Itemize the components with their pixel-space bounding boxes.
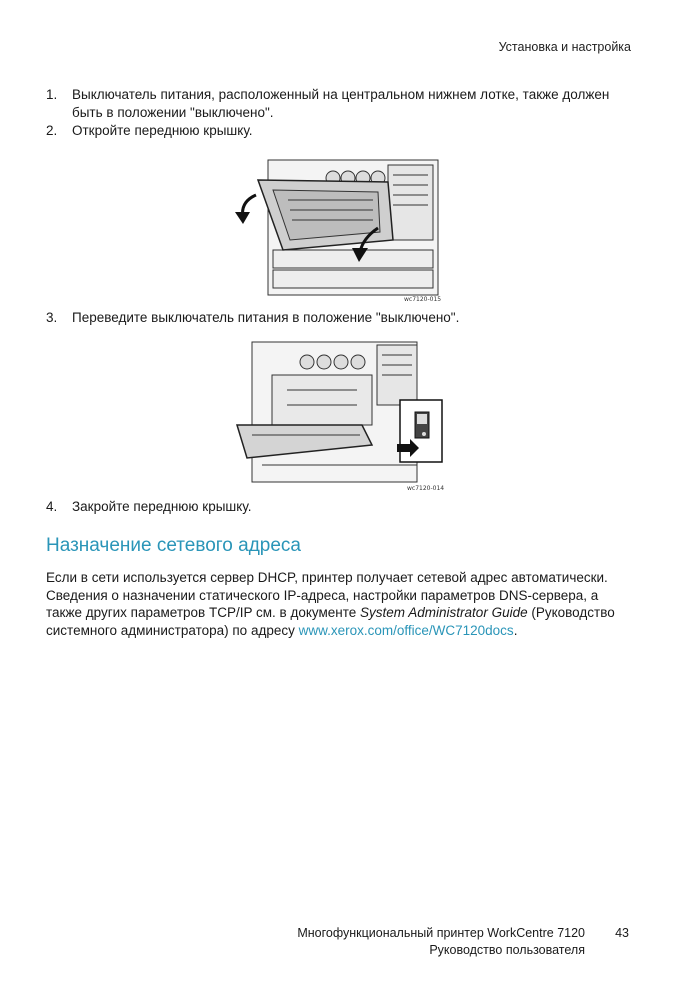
step-2 [46,122,636,140]
step-number: 3. [46,310,58,325]
section-heading: Назначение сетевого адреса [46,535,301,556]
step-number: 2. [46,123,58,138]
step-text: Переведите выключатель питания в положение "выключено". [72,310,460,325]
step-3 [46,309,636,327]
paragraph-text: (Руководство системного администратора) по адресу [46,605,615,638]
footer-product-title: Многофункциональный принтер WorkCentre 7120 [297,926,585,940]
step-4 [46,498,636,516]
figure-caption: wc7120-015 [404,296,442,303]
page-number: 43 [615,926,629,940]
footer-guide-title: Руководство пользователя [429,943,585,957]
step-text: Закройте переднюю крышку. [72,499,252,514]
step-1 [46,86,636,122]
printer-open-cover-illustration [228,150,443,300]
step-text: Откройте переднюю крышку. [72,123,253,138]
document-title: System Administrator Guide [360,605,528,620]
running-header: Установка и настройка [498,40,631,54]
step-text: Выключатель питания, расположенный на центральном нижнем лотке, также должен быть в положении "выключено". [72,87,610,120]
figure-caption: wc7120-014 [407,485,445,492]
docs-link[interactable]: www.xerox.com/office/WC7120docs [298,622,514,638]
section-paragraph [46,569,636,639]
figure-power-switch [232,340,447,485]
paragraph-text: Если в сети используется сервер DHCP, принтер получает сетевой адрес автоматически. Сведения о назначении статического IP-адреса, настройки параметров DNS-сервера, а также других параметров TCP/IP см. в документе [46,570,608,620]
step-number: 1. [46,87,58,102]
step-number: 4. [46,499,58,514]
figure-open-cover [228,150,443,300]
paragraph-text: . [513,622,518,638]
printer-power-switch-illustration [232,340,447,485]
